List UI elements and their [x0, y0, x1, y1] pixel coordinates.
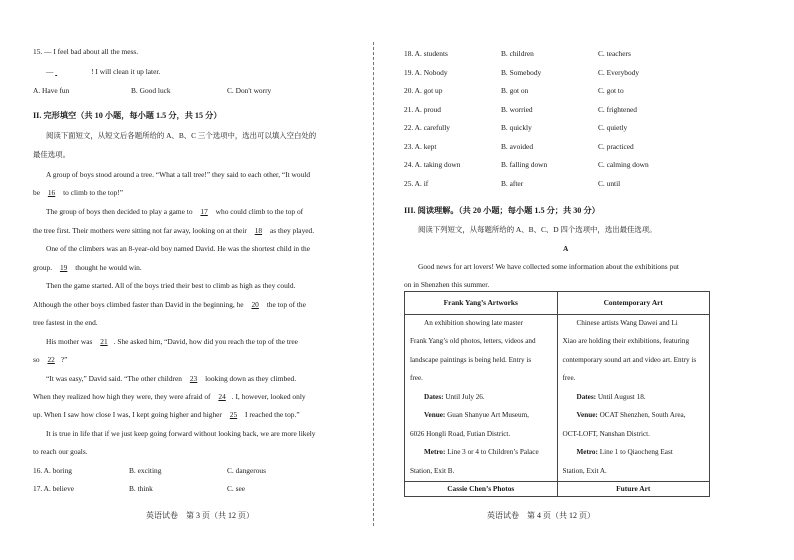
option-c: C. quietly — [598, 123, 628, 132]
option-b: B. think — [129, 484, 153, 493]
passage-line: Although the other boys climbed faster than David in the beginning, he 20 the top of the — [33, 300, 306, 309]
dates-line: Dates: Until August 18. — [576, 393, 646, 401]
option-b: B. after — [501, 179, 524, 188]
option-b: B. avoided — [501, 142, 534, 151]
passage-line: to reach our goals. — [33, 447, 88, 456]
section-2-title: II. 完形填空（共 10 小题，每小题 1.5 分，共 15 分） — [33, 111, 222, 120]
option-c: C. practiced — [598, 142, 634, 151]
passage-line: It is true in life that if we just keep going forward without looking back, we are more likely — [46, 429, 316, 438]
option-c: C. see — [227, 484, 246, 493]
option-b: B. children — [501, 49, 534, 58]
table-cell-frank-yang — [405, 315, 558, 482]
dash: — — [46, 67, 54, 76]
question-15-response — [46, 67, 160, 76]
answer-blank — [55, 67, 89, 76]
passage-line: A group of boys stood around a tree. “What a tall tree!” they said to each other, “It would — [46, 170, 311, 179]
metro-line: Metro: Line 1 to Qiaocheng East — [576, 448, 673, 456]
option-c: C. got to — [598, 86, 624, 95]
response-text: ! I will clean it up later. — [91, 67, 161, 76]
question-15-prompt: 15. — I feel bad about all the mess. — [33, 47, 139, 56]
passage-letter: A — [563, 244, 569, 253]
venue-line: Venue: Guan Shanyue Art Museum, — [424, 411, 529, 419]
option-c: C. until — [598, 179, 621, 188]
option-a: 23. A. kept — [404, 142, 437, 151]
cell-line: contemporary sound art and video art. Entry is — [562, 356, 697, 364]
passage-line: be 16 to climb to the top!” — [33, 188, 124, 197]
venue-line: Venue: OCAT Shenzhen, South Area, — [576, 411, 686, 419]
blank-25: 25 — [229, 410, 238, 419]
blank-24: 24 — [218, 392, 226, 401]
page-footer: 英语试卷 第 4 页（共 12 页） — [487, 511, 595, 520]
passage-line: His mother was 21 . She asked him, “David, how did you reach the top of the tree — [46, 337, 298, 346]
option-a: 20. A. got up — [404, 86, 443, 95]
cell-line: OCT-LOFT, Nanshan District. — [562, 430, 650, 438]
option-a: 18. A. students — [404, 49, 448, 58]
option-a: 24. A. taking down — [404, 160, 461, 169]
passage-line: “It was easy,” David said. “The other children 23 looking down as they climbed. — [46, 374, 297, 383]
table-header-future-art: Future Art — [557, 482, 710, 497]
section-2-instruction: 阅读下面短文，从短文后各题所给的 A、B、C 三个选项中，选出可以填入空白处的 — [46, 131, 317, 140]
blank-16: 16 — [47, 188, 56, 197]
exhibitions-table — [404, 291, 710, 497]
cell-line: free. — [562, 374, 576, 382]
page-footer: 英语试卷 第 3 页（共 12 页） — [146, 511, 254, 520]
cell-line: Station, Exit B. — [410, 467, 455, 475]
option-a: A. Have fun — [33, 86, 70, 95]
option-c: C. Everybody — [598, 68, 640, 77]
option-a: 25. A. if — [404, 179, 429, 188]
table-cell-contemporary-art — [557, 315, 710, 482]
cell-line: Chinese artists Wang Dawei and Li — [576, 319, 678, 327]
blank-21: 21 — [100, 337, 108, 346]
passage-line: up. When I saw how close I was, I kept going higher and higher 25 I reached the top.” — [33, 410, 300, 419]
passage-intro-cont: on in Shenzhen this summer. — [404, 280, 490, 289]
dates-line: Dates: Until July 26. — [424, 393, 485, 401]
passage-line: the tree first. Their mothers were sitting not far away, looking on at their 18 as they played. — [33, 226, 315, 235]
option-c: C. calming down — [598, 160, 649, 169]
option-b: B. exciting — [129, 466, 162, 475]
option-c: C. dangerous — [227, 466, 266, 475]
blank-23: 23 — [189, 374, 198, 383]
cell-line: landscape paintings is being held. Entry is — [410, 356, 532, 364]
cell-line: free. — [410, 374, 423, 382]
cell-line: Station, Exit A. — [562, 467, 607, 475]
option-a: 16. A. boring — [33, 466, 73, 475]
page-divider — [373, 42, 374, 526]
option-b: B. falling down — [501, 160, 548, 169]
table-header-contemporary-art: Contemporary Art — [557, 292, 710, 315]
passage-line: group. 19 thought he would win. — [33, 263, 142, 272]
blank-17: 17 — [200, 207, 208, 216]
table-header-frank-yang: Frank Yang’s Artworks — [405, 292, 558, 315]
option-a: 19. A. Nobody — [404, 68, 448, 77]
option-b: B. quickly — [501, 123, 532, 132]
passage-intro: Good news for art lovers! We have collected some information about the exhibitions put — [418, 262, 679, 271]
passage-line: so 22 ?” — [33, 355, 68, 364]
table-header-cassie-chen: Cassie Chen’s Photos — [405, 482, 558, 497]
option-c: C. frightened — [598, 105, 637, 114]
blank-22: 22 — [47, 355, 55, 364]
option-a: 22. A. carefully — [404, 123, 450, 132]
left-page — [0, 0, 385, 560]
option-a: 17. A. believe — [33, 484, 75, 493]
section-3-instruction: 阅读下列短文，从每题所给的 A、B、C、D 四个选项中，选出最佳选项。 — [418, 225, 657, 234]
passage-line: tree fastest in the end. — [33, 318, 98, 327]
cell-line: Frank Yang’s old photos, letters, videos and — [410, 337, 536, 345]
passage-line: When they realized how high they were, they were afraid of 24 . I, however, looked only — [33, 392, 306, 401]
blank-18: 18 — [254, 226, 263, 235]
section-3-title: III. 阅读理解。（共 20 小题；每小题 1.5 分；共 30 分） — [404, 206, 600, 215]
option-a: 21. A. proud — [404, 105, 441, 114]
section-2-instruction-cont: 最佳选项。 — [33, 150, 70, 159]
option-b: B. worried — [501, 105, 533, 114]
option-c: C. Don't worry — [227, 86, 272, 95]
passage-line: Then the game started. All of the boys tried their best to climb as high as they could. — [46, 281, 296, 290]
cell-line: 6026 Hongli Road, Futian District. — [410, 430, 511, 438]
option-b: B. Good luck — [131, 86, 171, 95]
cell-line: An exhibition showing late master — [424, 319, 524, 327]
passage-line: One of the climbers was an 8-year-old boy named David. He was the shortest child in the — [46, 244, 310, 253]
option-b: B. got on — [501, 86, 529, 95]
option-b: B. Somebody — [501, 68, 542, 77]
passage-line: The group of boys then decided to play a game to 17 who could climb to the top of — [46, 207, 304, 216]
option-c: C. teachers — [598, 49, 631, 58]
metro-line: Metro: Line 3 or 4 to Children’s Palace — [424, 448, 539, 456]
cell-line: Xiao are holding their exhibitions, featuring — [562, 337, 690, 345]
blank-20: 20 — [251, 300, 259, 309]
blank-19: 19 — [59, 263, 68, 272]
